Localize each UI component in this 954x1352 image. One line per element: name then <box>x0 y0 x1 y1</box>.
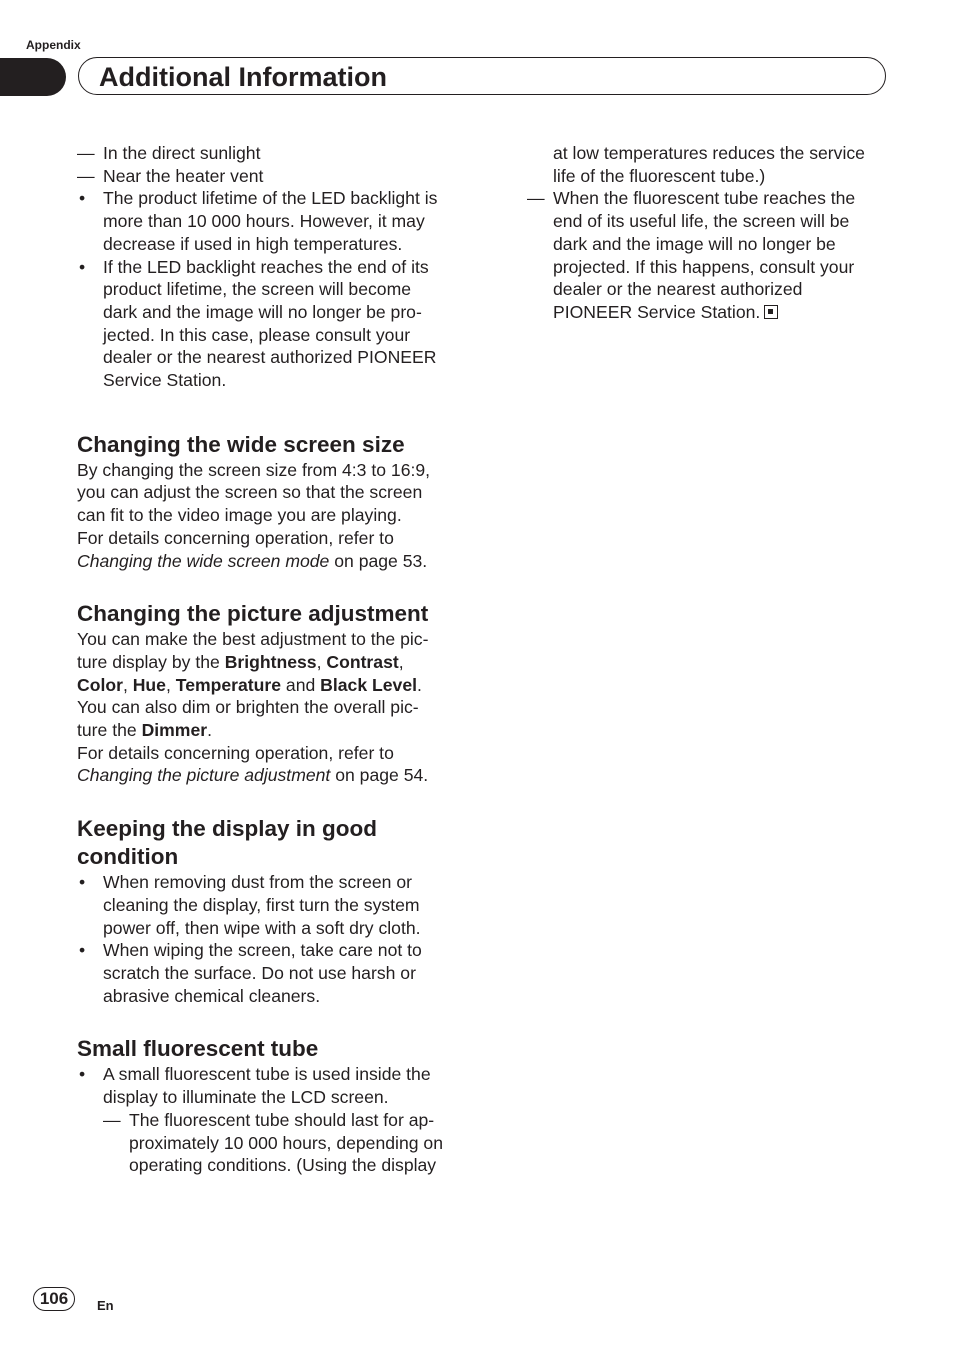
list-item-text: at low temperatures reduces the service <box>553 143 865 163</box>
heading-display-condition: Keeping the display in good <box>77 816 378 842</box>
list-item-text: dark and the image will no longer be <box>553 233 836 254</box>
paragraph-line: You can also dim or brighten the overall pic- <box>77 697 419 718</box>
paragraph-line: ture the Dimmer. <box>77 720 212 741</box>
list-item-text: end of its useful life, the screen will be <box>553 211 850 232</box>
reference-title: Changing the wide screen mode <box>77 550 330 571</box>
section-label: Appendix <box>26 38 81 52</box>
reference-line: Changing the wide screen mode on page 53. <box>77 550 428 571</box>
end-of-section-icon <box>764 305 778 319</box>
list-item-text: Service Station. <box>103 370 227 391</box>
list-item-text: decrease if used in high temperatures. <box>103 233 403 254</box>
left-column <box>77 142 467 1177</box>
term-black-level: Black Level <box>320 674 417 695</box>
paragraph-line: You can make the best adjustment to the pic- <box>77 629 429 650</box>
paragraph-line: For details concerning operation, refer to <box>77 742 394 763</box>
language-label: En <box>97 1298 114 1313</box>
heading-picture-adjustment: Changing the picture adjustment <box>77 601 429 627</box>
page-number: 106 <box>33 1287 75 1311</box>
page-title: Additional Information <box>99 62 387 92</box>
list-item-text: power off, then wipe with a soft dry cloth. <box>103 917 421 938</box>
paragraph-line: can fit to the video image you are playing. <box>77 505 402 526</box>
paragraph-line: By changing the screen size from 4:3 to 16:9, <box>77 459 431 480</box>
list-item: • If the LED backlight reaches the end of its <box>79 256 429 277</box>
list-item: • The product lifetime of the LED backlight is <box>79 188 438 209</box>
heading-wide-screen: Changing the wide screen size <box>77 431 405 457</box>
list-item: — When the fluorescent tube reaches the <box>527 188 856 209</box>
list-item-text: operating conditions. (Using the display <box>129 1155 437 1176</box>
title-bar <box>78 57 886 95</box>
term-contrast: Contrast <box>326 651 399 672</box>
list-item-text: more than 10 000 hours. However, it may <box>103 211 425 232</box>
list-item: — In the direct sunlight <box>77 143 261 163</box>
list-item: • A small fluorescent tube is used inside the <box>79 1064 431 1085</box>
list-item-text: dealer or the nearest authorized <box>553 279 803 300</box>
term-temperature: Temperature <box>175 674 282 695</box>
list-item-text: projected. If this happens, consult your <box>553 256 855 277</box>
list-item-text: display to illuminate the LCD screen. <box>103 1087 389 1108</box>
list-item: — The fluorescent tube should last for ap- <box>103 1109 435 1130</box>
paragraph-line: For details concerning operation, refer to <box>77 527 394 548</box>
term-hue: Hue <box>132 674 166 695</box>
reference-line: Changing the picture adjustment on page 54. <box>77 765 429 786</box>
list-item-text: abrasive chemical cleaners. <box>103 985 321 1006</box>
list-item-text: life of the fluorescent tube.) <box>553 165 766 186</box>
list-item-text: cleaning the display, first turn the system <box>103 894 420 915</box>
term-color: Color <box>77 674 123 695</box>
term-brightness: Brightness <box>224 651 317 672</box>
list-item: • When wiping the screen, take care not to <box>79 940 422 961</box>
paragraph-line: ture display by the Brightness, Contrast, <box>77 651 404 672</box>
heading-display-condition-cont: condition <box>77 844 179 870</box>
list-item: — Near the heater vent <box>77 165 264 186</box>
list-item-text: product lifetime, the screen will become <box>103 279 412 300</box>
section-tab <box>0 58 66 96</box>
list-item-text: dealer or the nearest authorized PIONEER <box>103 347 437 368</box>
list-item: • When removing dust from the screen or <box>79 872 412 893</box>
list-item-text: scratch the surface. Do not use harsh or <box>103 962 416 983</box>
list-item-text: proximately 10 000 hours, depending on <box>129 1132 443 1153</box>
heading-fluorescent-tube: Small fluorescent tube <box>77 1036 319 1062</box>
paragraph-line: you can adjust the screen so that the screen <box>77 482 423 503</box>
reference-title: Changing the picture adjustment <box>77 765 331 786</box>
right-column <box>527 142 897 324</box>
term-dimmer: Dimmer <box>141 720 208 741</box>
list-item-text: jected. In this case, please consult your <box>103 324 411 345</box>
list-item-text: PIONEER Service Station. <box>527 301 897 324</box>
list-item-text: dark and the image will no longer be pro- <box>103 301 422 322</box>
paragraph-line: Color, Hue, Temperature and Black Level. <box>77 674 422 695</box>
